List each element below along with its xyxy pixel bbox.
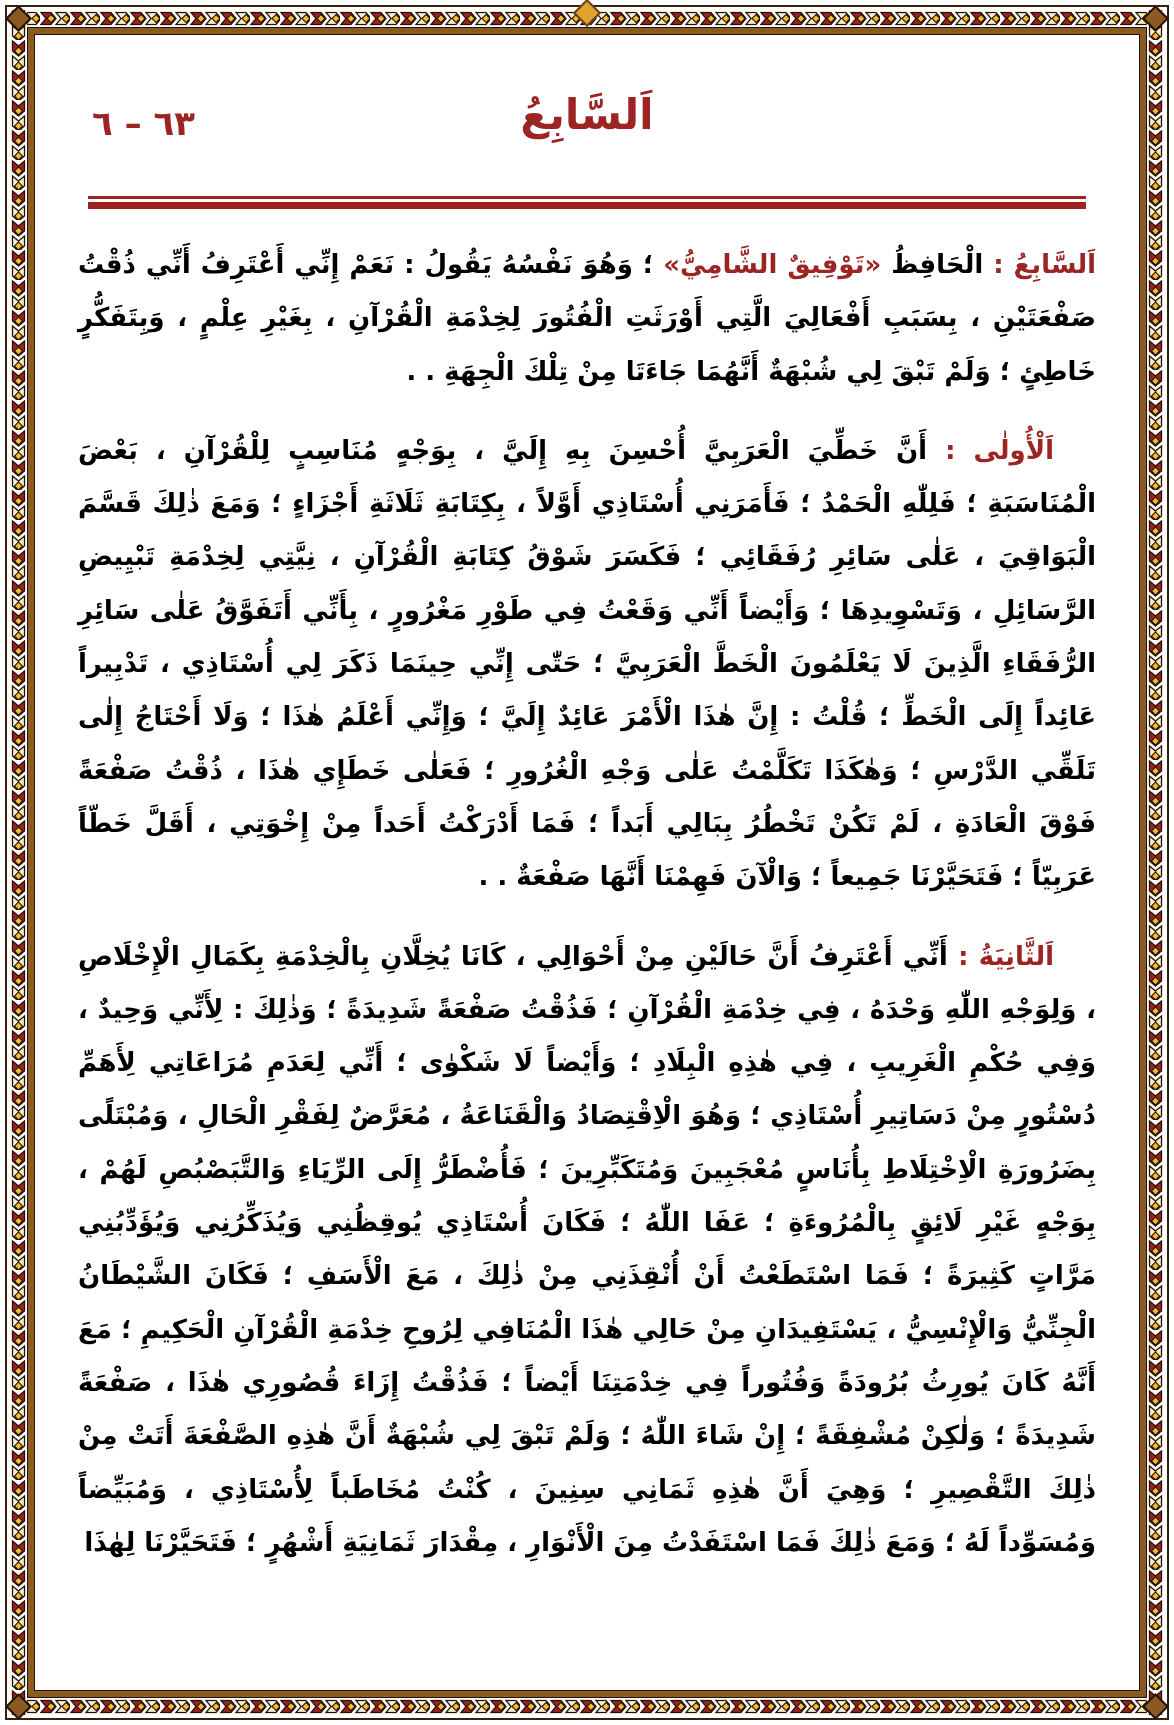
page-header — [78, 72, 1096, 192]
header-rule — [88, 196, 1086, 209]
page-content — [34, 34, 1140, 1691]
highlight-text: «تَوْفِيقٌ الشَّامِيُّ» — [663, 250, 882, 280]
header-rule-thick-line — [88, 202, 1086, 209]
paragraph — [78, 931, 1096, 1571]
border-chain-bottom — [10, 1698, 1164, 1715]
text-body — [78, 239, 1096, 1570]
page-number: ٦٣ – ٦ — [92, 104, 195, 144]
highlight-text: اَلْأُولٰى : — [927, 435, 1054, 466]
border-chain-right — [1147, 10, 1164, 1715]
paragraph — [78, 425, 1096, 905]
paragraph — [78, 239, 1096, 399]
highlight-text: اَلسَّابِعُ : — [983, 250, 1097, 280]
page-title: اَلسَّابِعُ — [520, 90, 654, 139]
border-chain-left — [10, 10, 27, 1715]
body-text: الْحَافِظُ — [881, 250, 984, 280]
body-text: أَنَّ خَطِّيَ الْعَرَبِيَّ أُحْسِنَ بِهِ إِلَيَّ ، بِوَجْهٍ مُنَاسِبٍ لِلْقُرْآنِ ، بَعْضَ الْمُنَاسَبَةِ ؛ فَلِلّٰهِ الْحَمْدُ ؛ فَأَمَرَنِي أُسْتَاذِي أَوَّلاً ، بِكِتَابَةِ ثَلَاثَةِ أَجْزَاءٍ ؛ وَمَعَ ذٰلِكَ قَسَّمَ الْبَوَاقِيَ ، عَلٰى سَائِرِ رُفَقَائِي ؛ فَكَسَرَ شَوْقُ كِتَابَةِ الْقُرْآنِ ، نِيَّتِي لِخِدْمَةِ تَبْيِيضِ الرَّسَائِلِ ، وَتَسْوِيدِهَا ؛ وَأَيْضاً أَنِّي وَقَعْتُ فِي طَوْرِ مَغْرُورٍ ، بِأَنِّي أَتَفَوَّقُ عَلٰى سَائِرِ الرُّفَقَاءِ الَّذِينَ لَا يَعْلَمُونَ الْخَطَّ الْعَرَبِيَّ ؛ حَتّٰى إِنِّي حِينَمَا ذَكَرَ لِي أُسْتَاذِي ، تَدْبِيراً عَائِداً إِلَى الْخَطِّ ؛ قُلْتُ : إِنَّ هٰذَا الْأَمْرَ عَائِدٌ إِلَيَّ ؛ وَإِنِّي أَعْلَمُ هٰذَا ؛ وَلَا أَحْتَاجُ إِلٰى تَلَقِّي الدَّرْسِ ؛ وَهٰكَذَا تَكَلَّمْتُ عَلٰى وَجْهِ الْغُرُورِ ؛ فَعَلٰى خَطَإِي هٰذَا ، ذُقْتُ صَفْعَةً فَوْقَ الْعَادَةِ ، لَمْ تَكُنْ تَخْطُرُ بِبَالِي أَبَداً ؛ فَمَا أَدْرَكْتُ أَحَداً مِنْ إِخْوَتِي ، أَقَلَّ خَطّاً عَرَبِيّاً ؛ فَتَحَيَّرْنَا جَمِيعاً ؛ وَالْآنَ فَهِمْنَا أَنَّهَا صَفْعَةٌ . . — [78, 435, 1096, 893]
highlight-text: اَلثَّانِيَةُ : — [947, 941, 1054, 972]
body-text: ؛ وَهُوَ نَفْسُهُ يَقُولُ : نَعَمْ إِنِّي أَعْتَرِفُ أَنِّي ذُقْتُ صَفْعَتَيْنِ ، بِسَبَبِ أَفْعَالِيَ الَّتِي أَوْرَثَتِ الْفُتُورَ لِخِدْمَةِ الْقُرْآنِ ، بِغَيْرِ عِلْمٍ ، وَبِتَفَكُّرٍ خَاطِئٍ ؛ وَلَمْ تَبْقَ لِي شُبْهَةٌ أَنَّهُمَا جَاءَتَا مِنْ تِلْكَ الْجِهَةِ . . — [78, 250, 1096, 387]
body-text: أَنِّي أَعْتَرِفُ أَنَّ حَالَيْنِ مِنْ أَحْوَالِي ، كَانَا يُخِلَّانِ بِالْخِدْمَةِ بِكَمَالِ الْإِخْلَاصِ ، وَلِوَجْهِ اللّٰهِ وَحْدَهُ ، فِي خِدْمَةِ الْقُرْآنِ ؛ فَذُقْتُ صَفْعَةً شَدِيدَةً ؛ وَذٰلِكَ : لِأَنِّي وَحِيدٌ ، وَفِي حُكْمِ الْغَرِيبِ ، فِي هٰذِهِ الْبِلَادِ ؛ وَأَيْضاً لَا شَكْوٰى ؛ أَنِّي لِعَدَمِ مُرَاعَاتِي لِأَهَمِّ دُسْتُورٍ مِنْ دَسَاتِيرِ أُسْتَاذِي ؛ وَهُوَ الْاِقْتِصَادُ وَالْقَنَاعَةُ ، مُعَرَّضٌ لِفَقْرِ الْحَالِ ، وَمُبْتَلًى بِضَرُورَةِ الْاِخْتِلَاطِ بِأُنَاسٍ مُعْجَبِينَ وَمُتَكَبِّرِينَ ؛ فَأُضْطَرُّ إِلَى الرِّيَاءِ وَالتَّبَصْبُصِ لَهُمْ ، بِوَجْهٍ غَيْرِ لَائِقٍ بِالْمُرُوءَةِ ؛ عَفَا اللّٰهُ ؛ فَكَانَ أُسْتَاذِي يُوقِظُنِي وَيُذَكِّرُنِي وَيُؤَدِّبُنِي مَرَّاتٍ كَثِيرَةً ؛ فَمَا اسْتَطَعْتُ أَنْ أُنْقِذَنِي مِنْ ذٰلِكَ ، مَعَ الْأَسَفِ ؛ فَكَانَ الشَّيْطَانُ الْجِنِّيُّ وَالْإِنْسِيُّ ، يَسْتَفِيدَانِ مِنْ حَالِي هٰذَا الْمُنَافِي لِرُوحِ خِدْمَةِ الْقُرْآنِ الْحَكِيمِ ؛ مَعَ أَنَّهُ كَانَ يُورِثُ بُرُودَةً وَفُتُوراً فِي خِدْمَتِنَا أَيْضاً ؛ فَذُقْتُ إِزَاءَ قُصُورِي هٰذَا ، صَفْعَةً شَدِيدَةً ؛ وَلٰكِنْ مُشْفِقَةً ؛ إِنْ شَاءَ اللّٰهُ ؛ وَلَمْ تَبْقَ لِي شُبْهَةٌ أَنَّ هٰذِهِ الصَّفْعَةَ أَتَتْ مِنْ ذٰلِكَ التَّقْصِيرِ ؛ وَهِيَ أَنَّ هٰذِهِ ثَمَانِي سِنِينَ ، كُنْتُ مُخَاطَباً لِأُسْتَاذِي ، وَمُبَيِّضاً وَمُسَوِّداً لَهُ ؛ وَمَعَ ذٰلِكَ فَمَا اسْتَفَدْتُ مِنَ الْأَنْوَارِ ، مِقْدَارَ ثَمَانِيَةِ أَشْهُرٍ ؛ فَتَحَيَّرْنَا لِهٰذَا — [78, 941, 1096, 1558]
header-rule-thin-line — [88, 196, 1086, 199]
